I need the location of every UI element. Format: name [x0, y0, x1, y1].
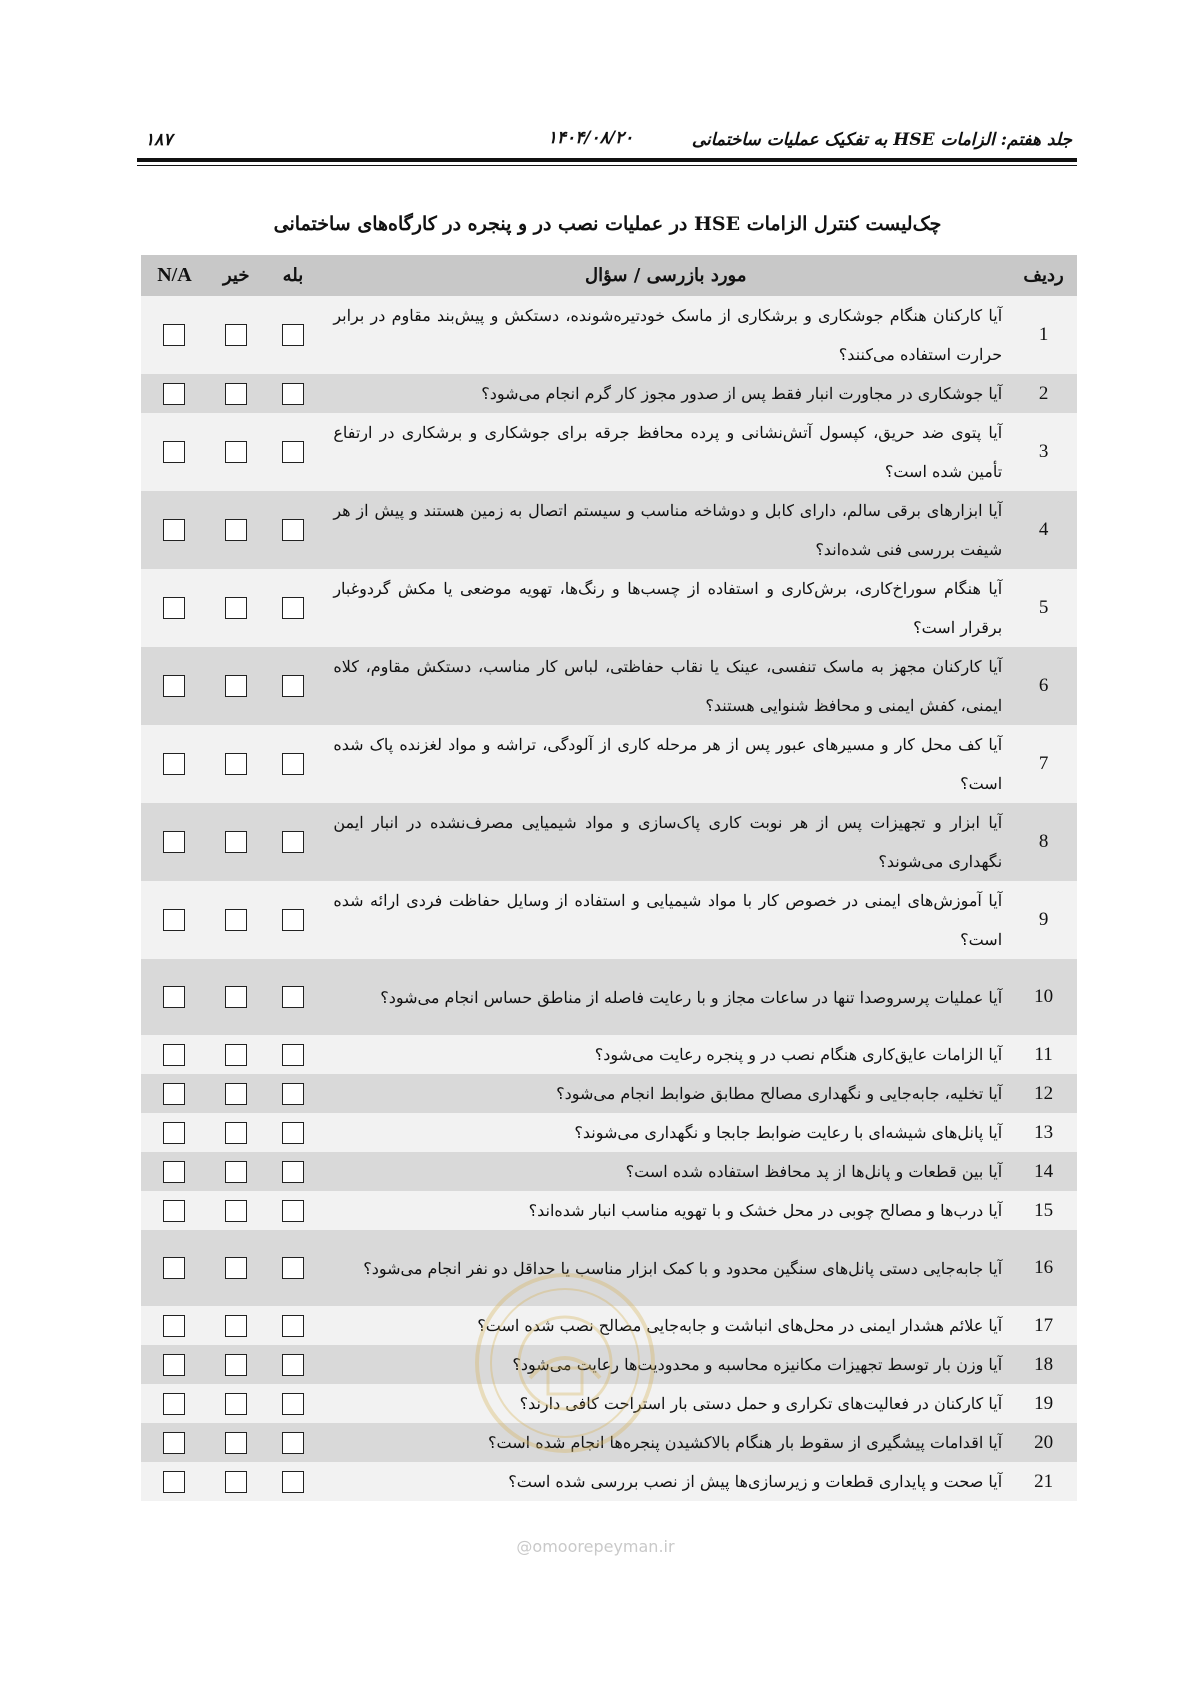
row-number: 21 [1010, 1462, 1077, 1501]
checkbox-yes[interactable] [282, 383, 304, 405]
checkbox-na[interactable] [163, 675, 185, 697]
question-text: آیا درب‌ها و مصالح چوبی در محل خشک و با تهویه مناسب انبار شده‌اند؟ [321, 1191, 1010, 1230]
checkbox-na[interactable] [163, 1161, 185, 1183]
table-row [141, 1423, 1077, 1462]
checkbox-na[interactable] [163, 519, 185, 541]
checkbox-yes[interactable] [282, 1122, 304, 1144]
row-number: 6 [1010, 647, 1077, 725]
checklist-title: چک‌لیست کنترل الزامات HSE در عملیات نصب در و پنجره در کارگاه‌های ساختمانی [273, 213, 942, 235]
row-number: 15 [1010, 1191, 1077, 1230]
cell-no [208, 1152, 265, 1191]
table-row [141, 1306, 1077, 1345]
checklist-table [141, 255, 1077, 1501]
cell-na [141, 1230, 208, 1306]
cell-yes [265, 413, 322, 491]
cell-yes [265, 1035, 322, 1074]
table-row [141, 296, 1077, 374]
cell-yes [265, 1152, 322, 1191]
question-text: آیا هنگام سوراخ‌کاری، برش‌کاری و استفاده از چسب‌ها و رنگ‌ها، تهویه موضعی یا مکش گردوغبار برقرار است؟ [321, 569, 1010, 647]
cell-yes [265, 1074, 322, 1113]
row-number: 19 [1010, 1384, 1077, 1423]
checkbox-na[interactable] [163, 1200, 185, 1222]
checkbox-no[interactable] [225, 1161, 247, 1183]
checkbox-yes[interactable] [282, 831, 304, 853]
cell-yes [265, 491, 322, 569]
table-row [141, 1035, 1077, 1074]
cell-na [141, 1306, 208, 1345]
checkbox-yes[interactable] [282, 1315, 304, 1337]
question-text: آیا کارکنان در فعالیت‌های تکراری و حمل دستی بار استراحت کافی دارند؟ [321, 1384, 1010, 1423]
cell-yes [265, 1423, 322, 1462]
cell-yes [265, 959, 322, 1035]
checkbox-na[interactable] [163, 1432, 185, 1454]
row-number: 18 [1010, 1345, 1077, 1384]
cell-yes [265, 1191, 322, 1230]
col-header-na: N/A [141, 255, 208, 296]
checkbox-no[interactable] [225, 383, 247, 405]
row-number: 3 [1010, 413, 1077, 491]
checkbox-no[interactable] [225, 597, 247, 619]
table-row [141, 569, 1077, 647]
table-row [141, 1462, 1077, 1501]
table-row [141, 374, 1077, 413]
table-row [141, 1113, 1077, 1152]
checkbox-na[interactable] [163, 1257, 185, 1279]
question-text: آیا کارکنان مجهز به ماسک تنفسی، عینک یا نقاب حفاظتی، لباس کار مناسب، دستکش مقاوم، کلاه ایمنی، کفش ایمنی و محافظ شنوایی هستند؟ [321, 647, 1010, 725]
question-text: آیا اقدامات پیشگیری از سقوط بار هنگام بالاکشیدن پنجره‌ها انجام شده است؟ [321, 1423, 1010, 1462]
checkbox-no[interactable] [225, 1393, 247, 1415]
checkbox-na[interactable] [163, 831, 185, 853]
table-row [141, 1074, 1077, 1113]
question-text: آیا پتوی ضد حریق، کپسول آتش‌نشانی و پرده محافظ جرقه برای جوشکاری و برشکاری در ارتفاع تأمین شده است؟ [321, 413, 1010, 491]
row-number: 5 [1010, 569, 1077, 647]
cell-no [208, 881, 265, 959]
checkbox-yes[interactable] [282, 441, 304, 463]
cell-yes [265, 881, 322, 959]
cell-no [208, 959, 265, 1035]
cell-na [141, 959, 208, 1035]
checkbox-na[interactable] [163, 1393, 185, 1415]
checkbox-yes[interactable] [282, 1432, 304, 1454]
cell-yes [265, 296, 322, 374]
checkbox-yes[interactable] [282, 1161, 304, 1183]
cell-no [208, 413, 265, 491]
checkbox-yes[interactable] [282, 1471, 304, 1493]
question-text: آیا جوشکاری در مجاورت انبار فقط پس از صدور مجوز کار گرم انجام می‌شود؟ [321, 374, 1010, 413]
cell-na [141, 1345, 208, 1384]
cell-yes [265, 803, 322, 881]
page-number: ۱۸۷ [145, 130, 173, 150]
checkbox-na[interactable] [163, 441, 185, 463]
row-number: 13 [1010, 1113, 1077, 1152]
cell-no [208, 647, 265, 725]
checkbox-na[interactable] [163, 986, 185, 1008]
cell-na [141, 1423, 208, 1462]
checkbox-yes[interactable] [282, 986, 304, 1008]
cell-na [141, 803, 208, 881]
cell-no [208, 1191, 265, 1230]
table-row [141, 803, 1077, 881]
row-number: 2 [1010, 374, 1077, 413]
checkbox-na[interactable] [163, 1315, 185, 1337]
row-number: 7 [1010, 725, 1077, 803]
checkbox-no[interactable] [225, 1044, 247, 1066]
cell-na [141, 1191, 208, 1230]
cell-no [208, 1074, 265, 1113]
question-text: آیا کف محل کار و مسیرهای عبور پس از هر مرحله کاری از آلودگی، تراشه و مواد لغزنده پاک شده است؟ [321, 725, 1010, 803]
row-number: 8 [1010, 803, 1077, 881]
cell-na [141, 413, 208, 491]
cell-yes [265, 647, 322, 725]
checkbox-yes[interactable] [282, 675, 304, 697]
checkbox-no[interactable] [225, 1122, 247, 1144]
checkbox-no[interactable] [225, 441, 247, 463]
checkbox-yes[interactable] [282, 1200, 304, 1222]
checkbox-no[interactable] [225, 1471, 247, 1493]
cell-no [208, 1462, 265, 1501]
col-header-yes: بله [265, 255, 322, 296]
checkbox-na[interactable] [163, 1354, 185, 1376]
row-number: 12 [1010, 1074, 1077, 1113]
checkbox-yes[interactable] [282, 1393, 304, 1415]
checkbox-no[interactable] [225, 519, 247, 541]
cell-na [141, 1074, 208, 1113]
header-rule-thin [137, 165, 1077, 166]
cell-no [208, 725, 265, 803]
cell-no [208, 569, 265, 647]
question-text: آیا پانل‌های شیشه‌ای با رعایت ضوابط جابجا و نگهداری می‌شوند؟ [321, 1113, 1010, 1152]
cell-no [208, 296, 265, 374]
cell-yes [265, 1384, 322, 1423]
row-number: 14 [1010, 1152, 1077, 1191]
header-rule [137, 158, 1077, 162]
checkbox-na[interactable] [163, 1122, 185, 1144]
running-title: جلد هفتم: الزامات HSE به تفکیک عملیات ساختمانی [691, 130, 1072, 150]
checkbox-no[interactable] [225, 675, 247, 697]
checkbox-yes[interactable] [282, 753, 304, 775]
checkbox-na[interactable] [163, 324, 185, 346]
checkbox-na[interactable] [163, 597, 185, 619]
cell-na [141, 296, 208, 374]
cell-yes [265, 1345, 322, 1384]
question-text: آیا ابزارهای برقی سالم، دارای کابل و دوشاخه مناسب و سیستم اتصال به زمین هستند و پیش از هر شیفت بررسی فنی شده‌اند؟ [321, 491, 1010, 569]
cell-na [141, 1384, 208, 1423]
row-number: 11 [1010, 1035, 1077, 1074]
cell-yes [265, 1306, 322, 1345]
checkbox-yes[interactable] [282, 597, 304, 619]
cell-no [208, 1113, 265, 1152]
cell-yes [265, 1462, 322, 1501]
checkbox-na[interactable] [163, 1471, 185, 1493]
cell-yes [265, 374, 322, 413]
row-number: 9 [1010, 881, 1077, 959]
table-row [141, 413, 1077, 491]
table-row [141, 1345, 1077, 1384]
cell-no [208, 1423, 265, 1462]
col-header-no: خیر [208, 255, 265, 296]
checkbox-na[interactable] [163, 383, 185, 405]
question-text: آیا کارکنان هنگام جوشکاری و برشکاری از ماسک خودتیره‌شونده، دستکش و پیش‌بند مقاوم در برابر حرارت استفاده می‌کنند؟ [321, 296, 1010, 374]
table-row [141, 1152, 1077, 1191]
question-text: آیا وزن بار توسط تجهیزات مکانیزه محاسبه و محدودیت‌ها رعایت می‌شود؟ [321, 1345, 1010, 1384]
row-number: 20 [1010, 1423, 1077, 1462]
question-text: آیا تخلیه، جابه‌جایی و نگهداری مصالح مطابق ضوابط انجام می‌شود؟ [321, 1074, 1010, 1113]
checkbox-no[interactable] [225, 1083, 247, 1105]
cell-no [208, 491, 265, 569]
checkbox-yes[interactable] [282, 1044, 304, 1066]
question-text: آیا ابزار و تجهیزات پس از هر نوبت کاری پاک‌سازی و مواد شیمیایی مصرف‌نشده در انبار ایمن نگهداری می‌شوند؟ [321, 803, 1010, 881]
header-date: ۱۴۰۴/۰۸/۲۰ [547, 128, 634, 148]
checkbox-yes[interactable] [282, 909, 304, 931]
table-row [141, 647, 1077, 725]
cell-yes [265, 725, 322, 803]
checkbox-na[interactable] [163, 1044, 185, 1066]
checkbox-no[interactable] [225, 753, 247, 775]
row-number: 1 [1010, 296, 1077, 374]
cell-no [208, 803, 265, 881]
cell-no [208, 1345, 265, 1384]
cell-yes [265, 569, 322, 647]
cell-no [208, 1035, 265, 1074]
table-header-row [141, 255, 1077, 296]
row-number: 17 [1010, 1306, 1077, 1345]
cell-na [141, 374, 208, 413]
question-text: آیا عملیات پرسروصدا تنها در ساعات مجاز و با رعایت فاصله از مناطق حساس انجام می‌شود؟ [321, 959, 1010, 1035]
table-row [141, 1384, 1077, 1423]
cell-yes [265, 1113, 322, 1152]
cell-no [208, 374, 265, 413]
cell-no [208, 1384, 265, 1423]
checkbox-no[interactable] [225, 831, 247, 853]
checkbox-na[interactable] [163, 909, 185, 931]
table-row [141, 959, 1077, 1035]
checkbox-yes[interactable] [282, 1257, 304, 1279]
row-number: 4 [1010, 491, 1077, 569]
cell-na [141, 569, 208, 647]
question-text: آیا علائم هشدار ایمنی در محل‌های انباشت و جابه‌جایی مصالح نصب شده است؟ [321, 1306, 1010, 1345]
checkbox-no[interactable] [225, 1315, 247, 1337]
table-row [141, 1230, 1077, 1306]
cell-na [141, 647, 208, 725]
checkbox-no[interactable] [225, 324, 247, 346]
checkbox-na[interactable] [163, 753, 185, 775]
cell-na [141, 1035, 208, 1074]
checkbox-no[interactable] [225, 1354, 247, 1376]
cell-na [141, 725, 208, 803]
col-header-row: ردیف [1010, 255, 1077, 296]
question-text: آیا الزامات عایق‌کاری هنگام نصب در و پنجره رعایت می‌شود؟ [321, 1035, 1010, 1074]
cell-no [208, 1230, 265, 1306]
cell-yes [265, 1230, 322, 1306]
table-row [141, 725, 1077, 803]
cell-na [141, 881, 208, 959]
checkbox-yes[interactable] [282, 1083, 304, 1105]
checkbox-no[interactable] [225, 1257, 247, 1279]
question-text: آیا بین قطعات و پانل‌ها از پد محافظ استفاده شده است؟ [321, 1152, 1010, 1191]
question-text: آیا آموزش‌های ایمنی در خصوص کار با مواد شیمیایی و استفاده از وسایل حفاظت فردی ارائه شده است؟ [321, 881, 1010, 959]
table-row [141, 881, 1077, 959]
cell-na [141, 1113, 208, 1152]
checkbox-no[interactable] [225, 1432, 247, 1454]
checkbox-yes[interactable] [282, 324, 304, 346]
table-row [141, 1191, 1077, 1230]
checkbox-na[interactable] [163, 1083, 185, 1105]
cell-na [141, 1152, 208, 1191]
table-body [141, 296, 1077, 1501]
question-text: آیا جابه‌جایی دستی پانل‌های سنگین محدود و با کمک ابزار مناسب یا حداقل دو نفر انجام می‌شود؟ [321, 1230, 1010, 1306]
cell-na [141, 491, 208, 569]
col-header-question: مورد بازرسی / سؤال [321, 255, 1010, 296]
cell-no [208, 1306, 265, 1345]
checkbox-yes[interactable] [282, 519, 304, 541]
website-watermark: @omoorepeyman.ir [516, 1537, 675, 1556]
row-number: 16 [1010, 1230, 1077, 1306]
table-row [141, 491, 1077, 569]
row-number: 10 [1010, 959, 1077, 1035]
checkbox-yes[interactable] [282, 1354, 304, 1376]
checkbox-no[interactable] [225, 909, 247, 931]
cell-na [141, 1462, 208, 1501]
checkbox-no[interactable] [225, 986, 247, 1008]
checkbox-no[interactable] [225, 1200, 247, 1222]
question-text: آیا صحت و پایداری قطعات و زیرسازی‌ها پیش از نصب بررسی شده است؟ [321, 1462, 1010, 1501]
